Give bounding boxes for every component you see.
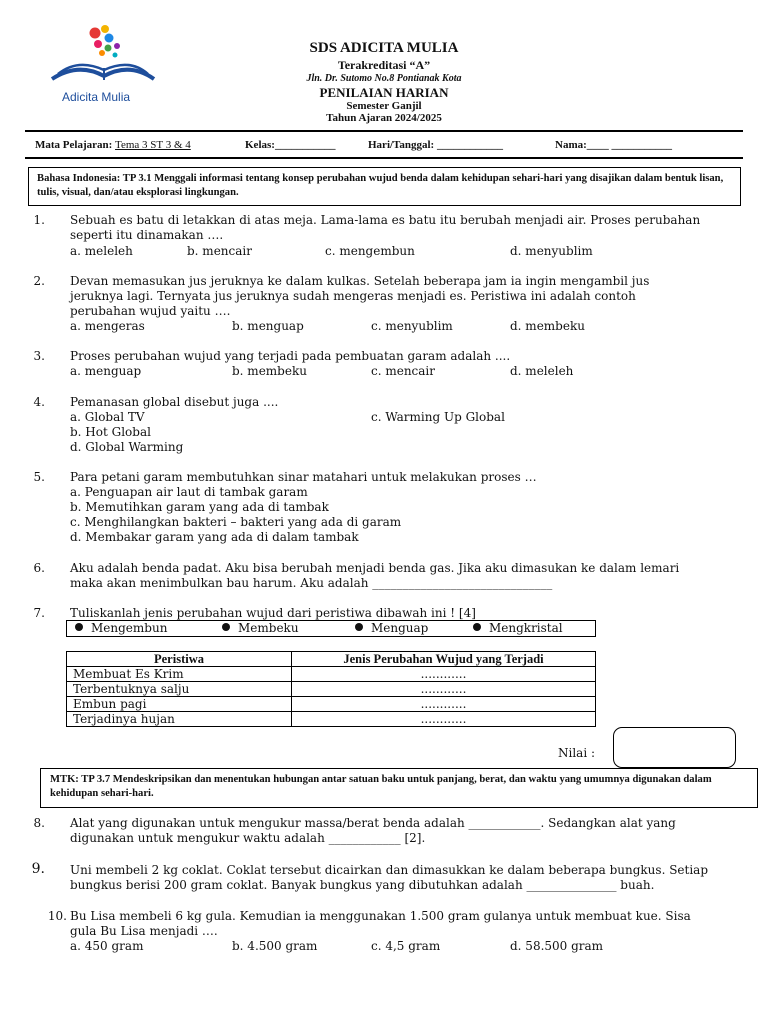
question-number: 5. — [33, 470, 45, 484]
choice-mengembun — [75, 621, 167, 635]
question-text: digunakan untuk mengukur waktu adalah ____________ [2]. — [70, 831, 426, 845]
choice-label: Membeku — [238, 621, 299, 635]
option-c[interactable]: c. 4,5 gram — [371, 939, 441, 953]
choice-label: Mengembun — [91, 621, 168, 635]
question-number: 4. — [33, 395, 45, 409]
school-name: SDS ADICITA MULIA — [309, 40, 459, 56]
question-number: 6. — [33, 561, 45, 575]
date-field: Hari/Tanggal: ____________ — [368, 139, 503, 151]
bullet-icon — [473, 623, 481, 631]
answer-cell[interactable]: ............ — [292, 697, 596, 712]
column-header: Jenis Perubahan Wujud yang Terjadi — [292, 652, 596, 667]
event-cell: Terbentuknya salju — [67, 682, 292, 697]
question-text: Alat yang digunakan untuk mengukur massa/berat benda adalah ____________. Sedangkan alat yang — [70, 816, 676, 830]
option-d[interactable]: d. meleleh — [510, 364, 574, 378]
exam-title: PENILAIAN HARIAN — [319, 85, 449, 100]
option-b[interactable]: b. 4.500 gram — [232, 939, 318, 953]
option-c[interactable]: c. menyublim — [371, 319, 453, 333]
question-text: Aku adalah benda padat. Aku bisa berubah menjadi benda gas. Jika aku dimasukan ke dalam lemari — [70, 561, 680, 575]
question-text: jeruknya lagi. Ternyata jus jeruknya sudah mengeras menjadi es. Peristiwa ini adalah contoh — [70, 289, 636, 303]
option-d[interactable]: d. Global Warming — [70, 440, 184, 454]
learning-objective-mtk — [40, 768, 758, 808]
option-a[interactable]: a. 450 gram — [70, 939, 144, 953]
objective-text-mtk: MTK: TP 3.7 Mendeskripsikan dan menentukan hubungan antar satuan baku untuk panjang, berat, dan waktu yang umumnya digunakan dalam kehidupan sehari-hari. — [50, 774, 712, 799]
header-rule-bottom — [25, 157, 743, 159]
question-text: maka akan menimbulkan bau harum. Aku adalah ______________________________ — [70, 576, 553, 590]
option-d[interactable]: d. membeku — [510, 319, 585, 333]
choice-menguap — [355, 621, 428, 635]
student-name-field: Nama:____ ___________ — [555, 139, 673, 151]
question-text: bungkus berisi 200 gram coklat. Banyak bungkus yang dibutuhkan adalah _______________ buah. — [70, 878, 655, 892]
score-box[interactable] — [613, 727, 736, 768]
question-number: 2. — [33, 274, 45, 288]
question-text: Sebuah es batu di letakkan di atas meja. Lama-lama es batu itu berubah menjadi air. Proses perubahan — [70, 213, 701, 227]
answer-cell[interactable]: ............ — [292, 682, 596, 697]
option-b[interactable]: b. membeku — [232, 364, 307, 378]
table-row — [67, 697, 596, 712]
question-text: Tuliskanlah jenis perubahan wujud dari peristiwa dibawah ini ! [4] — [70, 606, 476, 620]
question-number: 7. — [33, 606, 45, 620]
question-text: seperti itu dinamakan …. — [70, 228, 224, 242]
answer-cell[interactable]: ............ — [292, 712, 596, 727]
event-cell: Membuat Es Krim — [67, 667, 292, 682]
option-b[interactable]: b. Hot Global — [70, 425, 151, 439]
question-text: Bu Lisa membeli 6 kg gula. Kemudian ia menggunakan 1.500 gram gulanya untuk membuat kue. Sisa — [70, 909, 691, 923]
bullet-icon — [355, 623, 363, 631]
question-text: perubahan wujud yaitu …. — [70, 304, 231, 318]
question-text: Pemanasan global disebut juga .... — [70, 395, 279, 409]
option-b[interactable]: b. Memutihkan garam yang ada di tambak — [70, 500, 329, 514]
objective-text-bahasa: Bahasa Indonesia: TP 3.1 Menggali informasi tentang konsep perubahan wujud benda dalam kehidupan sehari-hari yang disajikan dalam bentuk lisan, tulis, visual, dan/atau eksplorasi lingkungan. — [37, 173, 724, 198]
option-b[interactable]: b. menguap — [232, 319, 304, 333]
answer-table — [66, 651, 596, 727]
header-rule-top — [25, 130, 743, 132]
option-d[interactable]: d. 58.500 gram — [510, 939, 604, 953]
question-number: 9. — [31, 861, 45, 877]
question-number: 8. — [33, 816, 45, 830]
bullet-icon — [75, 623, 83, 631]
learning-objective-bahasa — [28, 167, 741, 206]
bullet-icon — [222, 623, 230, 631]
class-field: Kelas:___________ — [245, 139, 336, 151]
option-c[interactable]: c. mencair — [371, 364, 436, 378]
table-row — [67, 667, 596, 682]
column-header: Peristiwa — [67, 652, 292, 667]
event-cell: Embun pagi — [67, 697, 292, 712]
choice-membeku — [222, 621, 299, 635]
choice-mengkristal — [473, 621, 563, 635]
option-a[interactable]: a. menguap — [70, 364, 142, 378]
option-c[interactable]: c. Menghilangkan bakteri – bakteri yang ada di garam — [70, 515, 402, 529]
option-a[interactable]: a. meleleh — [70, 244, 133, 258]
question-text: Devan memasukan jus jeruknya ke dalam kulkas. Setelah beberapa jam ia ingin mengambil jus — [70, 274, 650, 288]
question-text: Proses perubahan wujud yang terjadi pada pembuatan garam adalah .... — [70, 349, 511, 363]
answer-cell[interactable]: ............ — [292, 667, 596, 682]
semester: Semester Ganjil — [346, 100, 422, 112]
subject-label — [35, 139, 191, 151]
event-cell: Terjadinya hujan — [67, 712, 292, 727]
accreditation: Terakreditasi “A” — [337, 58, 431, 72]
score-label: Nilai : — [558, 746, 596, 760]
choice-label: Menguap — [371, 621, 429, 635]
table-row — [67, 712, 596, 727]
logo-text: Adicita Mulia — [62, 90, 131, 104]
answer-choices-box — [66, 620, 596, 637]
option-c[interactable]: c. mengembun — [325, 244, 415, 258]
subject-label-text: Mata Pelajaran: — [35, 139, 113, 151]
table-row — [67, 682, 596, 697]
question-text: Uni membeli 2 kg coklat. Coklat tersebut dicairkan dan dimasukkan ke dalam beberapa bungkus. Setiap — [70, 863, 709, 877]
subject-value: Tema 3 ST 3 & 4 — [115, 139, 191, 151]
address: Jln. Dr. Sutomo No.8 Pontianak Kota — [306, 73, 462, 84]
choice-label: Mengkristal — [489, 621, 563, 635]
option-b[interactable]: b. mencair — [187, 244, 252, 258]
option-a[interactable]: a. Global TV — [70, 410, 145, 424]
question-number: 10. — [47, 909, 67, 923]
school-year: Tahun Ajaran 2024/2025 — [326, 112, 442, 124]
question-number: 3. — [33, 349, 45, 363]
option-c[interactable]: c. Warming Up Global — [371, 410, 505, 424]
table-header-row — [67, 652, 596, 667]
question-text: gula Bu Lisa menjadi …. — [70, 924, 218, 938]
option-a[interactable]: a. Penguapan air laut di tambak garam — [70, 485, 308, 499]
question-number: 1. — [33, 213, 45, 227]
option-d[interactable]: d. Membakar garam yang ada di dalam tambak — [70, 530, 359, 544]
question-text: Para petani garam membutuhkan sinar matahari untuk melakukan proses … — [70, 470, 537, 484]
option-d[interactable]: d. menyublim — [510, 244, 593, 258]
option-a[interactable]: a. mengeras — [70, 319, 145, 333]
